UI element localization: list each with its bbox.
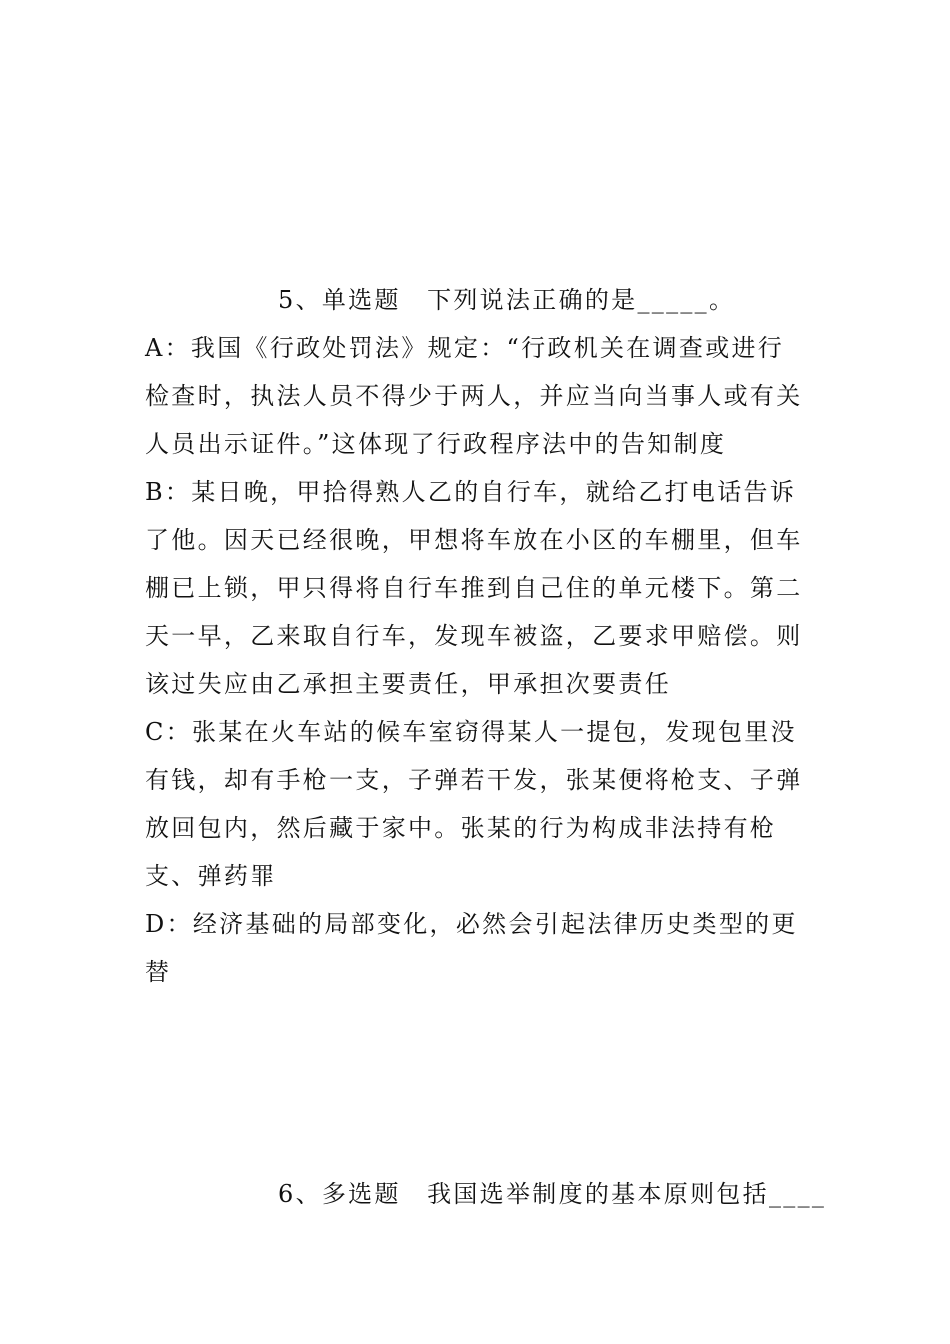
question-5-option-c: C：张某在火车站的候车室窃得某人一提包，发现包里没有钱，却有手枪一支，子弹若干发，张某便将枪支、子弹放回包内，然后藏于家中。张某的行为构成非法持有枪支、弹药罪 <box>145 718 803 890</box>
question-5-option-b: B：某日晚，甲拾得熟人乙的自行车，就给乙打电话告诉了他。因天已经很晚，甲想将车放在小区的车棚里，但车棚已上锁，甲只得将自行车推到自己住的单元楼下。第二天一早，乙来取自行车，发现车被盗，乙要求甲赔偿。则该过失应由乙承担主要责任，甲承担次要责任 <box>145 478 803 698</box>
question-5-option-a: A：我国《行政处罚法》规定：“行政机关在调查或进行检查时，执法人员不得少于两人，并应当向当事人或有关人员出示证件。”这体现了行政程序法中的告知制度 <box>145 334 803 458</box>
question-5-option-d: D：经济基础的局部变化，必然会引起法律历史类型的更替 <box>145 910 798 986</box>
question-6-header: 6、多选题 我国选举制度的基本原则包括____ <box>278 1180 827 1208</box>
question-5-header: 5、单选题 下列说法正确的是_____。 <box>278 286 736 314</box>
